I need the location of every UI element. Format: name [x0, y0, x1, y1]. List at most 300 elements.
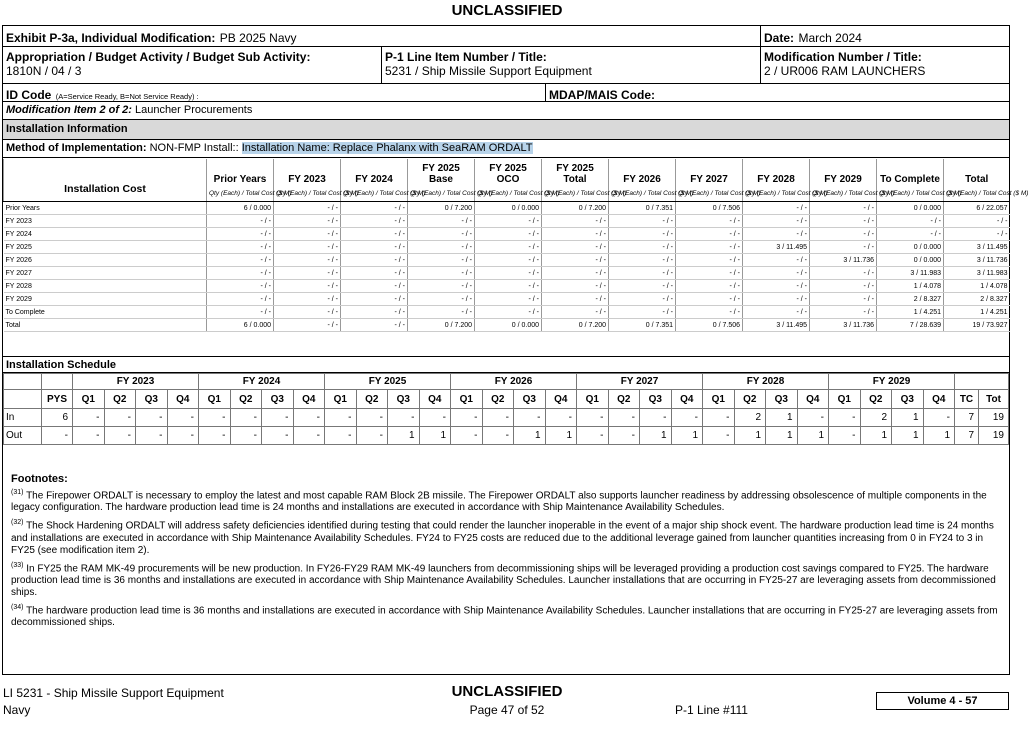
schedule-quarter-header: Q2 [482, 390, 514, 409]
schedule-quarter-header: Q3 [640, 390, 672, 409]
cost-cell: - / - [743, 254, 810, 267]
cost-col-header: FY 2023 [274, 159, 341, 185]
schedule-cell: - [136, 409, 168, 427]
schedule-quarter-header: Q1 [451, 390, 483, 409]
schedule-quarter-row [4, 390, 1009, 409]
cost-cell: - / - [743, 280, 810, 293]
cost-cell: - / - [475, 254, 542, 267]
cost-cell: - / - [207, 241, 274, 254]
schedule-cell: - [829, 427, 861, 445]
cost-cell: - / - [408, 306, 475, 319]
cost-row-label: FY 2025 [4, 241, 207, 254]
schedule-year-header: FY 2029 [829, 374, 955, 390]
schedule-cell: 1 [892, 427, 924, 445]
cost-cell: - / - [810, 280, 877, 293]
cost-cell: - / - [341, 202, 408, 215]
cost-cell: 6 / 0.000 [207, 319, 274, 332]
schedule-pys-spacer [42, 374, 73, 390]
cost-cell: - / - [743, 267, 810, 280]
schedule-cell: - [608, 409, 640, 427]
installation-schedule-table [3, 373, 1009, 445]
cost-col-header: Total [944, 159, 1010, 185]
cost-cell: 19 / 73.927 [944, 319, 1010, 332]
footer-li: LI 5231 - Ship Missile Support Equipment [3, 686, 224, 700]
cost-cell: - / - [609, 228, 676, 241]
schedule-tot-header: Tot [979, 390, 1009, 409]
cost-cell: - / - [274, 293, 341, 306]
appropriation-row [3, 47, 1009, 84]
footnote-text: In FY25 the RAM MK-49 procurements will be new production. In FY26-FY29 RAM MK-49 launchers from decommissioning ships will be leveraged providing a production cost savings compared to FY25. The hardware production lead time is 36 months and installations are executed in accordance with Ship Maintenance Availability Schedules. Launcher installations that are occurring in FY25-27 are leveraging assets from decommissioned ships. [11, 562, 996, 598]
cost-subheader: Qty (Each) / Total Cost ($ M) [676, 185, 743, 202]
cost-cell: - / - [207, 306, 274, 319]
footnote-text: The hardware production lead time is 36 months and installations are executed in accordance with Ship Maintenance Availability Schedules. Launcher installations that are occurring in FY25-27 are leveraging assets from decommissioned ships. [11, 605, 998, 629]
schedule-quarter-header: Q4 [293, 390, 325, 409]
cost-cell: - / - [676, 293, 743, 306]
schedule-cell: - [42, 427, 73, 445]
cost-row [4, 280, 1010, 293]
cost-subheader: Qty (Each) / Total Cost ($ M) [877, 185, 944, 202]
cost-cell: - / - [810, 267, 877, 280]
cost-row [4, 267, 1010, 280]
cost-cell: - / - [475, 228, 542, 241]
schedule-cell: - [293, 409, 325, 427]
schedule-cell: - [577, 427, 609, 445]
schedule-quarter-header: Q2 [734, 390, 766, 409]
cost-row [4, 202, 1010, 215]
cost-header-row [4, 159, 1010, 185]
mod-label: Modification Number / Title: [764, 50, 922, 64]
cost-cell: - / - [542, 306, 609, 319]
schedule-cell: - [451, 427, 483, 445]
cost-col-header: Prior Years [207, 159, 274, 185]
cost-cell: - / - [408, 280, 475, 293]
method-row [3, 140, 1009, 158]
cost-cell: 1 / 4.078 [944, 280, 1010, 293]
schedule-quarter-header: Q4 [419, 390, 451, 409]
cost-cell: 0 / 7.506 [676, 202, 743, 215]
schedule-cell: 7 [955, 409, 979, 427]
footer-volume: Volume 4 - 57 [876, 692, 1009, 710]
cost-col-header: FY 2025 Total [542, 159, 609, 185]
cost-cell: 0 / 7.351 [609, 202, 676, 215]
cost-cell: 0 / 0.000 [877, 202, 944, 215]
cost-cell: - / - [542, 241, 609, 254]
footnotes-list [11, 487, 1001, 632]
cost-col-header: FY 2028 [743, 159, 810, 185]
cost-cell: 0 / 7.200 [408, 319, 475, 332]
cost-col-header: FY 2025 Base [408, 159, 475, 185]
idcode-label: ID Code [6, 88, 52, 102]
schedule-quarter-header: Q1 [703, 390, 735, 409]
schedule-cell: - [356, 427, 388, 445]
footnote [11, 560, 1001, 599]
cost-cell: - / - [341, 280, 408, 293]
schedule-quarter-header: Q4 [797, 390, 829, 409]
schedule-quarter-header: Q1 [325, 390, 357, 409]
exhibit-row [3, 26, 1009, 47]
cost-row [4, 293, 1010, 306]
footnote-number: (33) [11, 561, 24, 569]
schedule-row [4, 409, 1009, 427]
cost-cell: 1 / 4.251 [944, 306, 1010, 319]
cost-row [4, 319, 1010, 332]
cost-subheader: Qty (Each) / Total Cost ($ M) [542, 185, 609, 202]
schedule-cell: - [199, 409, 231, 427]
schedule-cell: - [73, 409, 105, 427]
cost-cell: - / - [475, 280, 542, 293]
cost-cell: - / - [743, 306, 810, 319]
mod-item-value: Launcher Procurements [134, 104, 253, 116]
cost-cell: - / - [408, 215, 475, 228]
cost-cell: 2 / 8.327 [877, 293, 944, 306]
cost-cell: - / - [542, 280, 609, 293]
schedule-title: Installation Schedule [6, 359, 117, 371]
method-label: Method of Implementation: [6, 142, 147, 154]
schedule-cell: - [451, 409, 483, 427]
cost-cell: - / - [542, 228, 609, 241]
cost-row-label: To Complete [4, 306, 207, 319]
exhibit-frame [2, 25, 1028, 675]
cost-cell: - / - [810, 306, 877, 319]
schedule-cell: - [703, 427, 735, 445]
cost-row-label: FY 2023 [4, 215, 207, 228]
cost-cell: 3 / 11.495 [944, 241, 1010, 254]
schedule-year-header: FY 2027 [577, 374, 703, 390]
mdap-label: MDAP/MAIS Code: [549, 88, 655, 102]
schedule-cell: - [388, 409, 420, 427]
cost-subheader: Qty (Each) / Total Cost ($ M) [609, 185, 676, 202]
classification-bottom: UNCLASSIFIED [451, 683, 563, 700]
cost-cell: 2 / 8.327 [944, 293, 1010, 306]
cost-cell: - / - [877, 215, 944, 228]
schedule-cell: - [325, 427, 357, 445]
cost-subheader: Qty (Each) / Total Cost ($ M) [475, 185, 542, 202]
cost-cell: - / - [274, 306, 341, 319]
cost-row [4, 254, 1010, 267]
cost-cell: 0 / 7.200 [408, 202, 475, 215]
schedule-year-header: FY 2025 [325, 374, 451, 390]
schedule-quarter-header: Q2 [356, 390, 388, 409]
schedule-cell: - [199, 427, 231, 445]
cost-cell: - / - [408, 254, 475, 267]
cost-cell: - / - [609, 254, 676, 267]
schedule-pys-header: PYS [42, 390, 73, 409]
cost-subheader: Qty (Each) / Total Cost ($ M) [207, 185, 274, 202]
cost-cell: - / - [341, 306, 408, 319]
exhibit-label: Exhibit P-3a, Individual Modification: [6, 31, 216, 45]
cost-cell: - / - [408, 228, 475, 241]
cost-cell: - / - [542, 293, 609, 306]
cost-cell: - / - [542, 254, 609, 267]
cost-cell: - / - [944, 215, 1010, 228]
schedule-quarter-header: Q3 [514, 390, 546, 409]
schedule-quarter-header: Q1 [829, 390, 861, 409]
schedule-cell: - [923, 409, 955, 427]
cost-cell: - / - [609, 267, 676, 280]
schedule-year-header: FY 2024 [199, 374, 325, 390]
cost-cell: - / - [542, 267, 609, 280]
schedule-cell: - [262, 409, 294, 427]
cost-row-label: FY 2024 [4, 228, 207, 241]
cost-col-header: FY 2026 [609, 159, 676, 185]
cost-cell: - / - [676, 241, 743, 254]
schedule-quarter-header: Q4 [923, 390, 955, 409]
cost-cell: - / - [207, 267, 274, 280]
cost-col-header: FY 2029 [810, 159, 877, 185]
cost-subheader: Qty (Each) / Total Cost ($ M) [810, 185, 877, 202]
schedule-row [4, 427, 1009, 445]
schedule-tc-header: TC [955, 390, 979, 409]
footer-page: Page 47 of 52 [469, 703, 545, 717]
footer-p1-line: P-1 Line #111 [675, 703, 748, 717]
cost-cell: - / - [207, 254, 274, 267]
cost-row-label: FY 2026 [4, 254, 207, 267]
schedule-cell: 1 [545, 427, 577, 445]
cost-subheader: Qty (Each) / Total Cost ($ M) [341, 185, 408, 202]
schedule-cell: 1 [892, 409, 924, 427]
mod-item-row [3, 102, 1009, 120]
schedule-quarter-header: Q3 [136, 390, 168, 409]
cost-cell: - / - [542, 215, 609, 228]
schedule-cell: - [136, 427, 168, 445]
schedule-year-header: FY 2023 [73, 374, 199, 390]
cost-cell: - / - [341, 254, 408, 267]
cost-subheader: Qty (Each) / Total Cost ($ M) [944, 185, 1010, 202]
schedule-row-label: In [4, 409, 42, 427]
method-value: NON-FMP Install:: [149, 142, 239, 154]
schedule-cell: 19 [979, 427, 1009, 445]
appropriation-label: Appropriation / Budget Activity / Budget Sub Activity: [6, 50, 311, 64]
schedule-cell: 1 [923, 427, 955, 445]
cost-cell: - / - [274, 319, 341, 332]
cost-cell: 0 / 0.000 [475, 202, 542, 215]
schedule-cell: 1 [388, 427, 420, 445]
schedule-cell: - [73, 427, 105, 445]
cost-col-header: FY 2025 OCO [475, 159, 542, 185]
cost-cell: 1 / 4.251 [877, 306, 944, 319]
schedule-quarter-header: Q4 [545, 390, 577, 409]
date-label: Date: [764, 31, 795, 45]
appropriation-value: 1810N / 04 / 3 [6, 64, 82, 78]
schedule-cell: - [640, 409, 672, 427]
cost-subheader: Qty (Each) / Total Cost ($ M) [408, 185, 475, 202]
installation-name: Installation Name: Replace Phalanx with SeaRAM ORDALT [241, 142, 533, 154]
cost-cell: - / - [274, 215, 341, 228]
cost-cell: - / - [810, 202, 877, 215]
cost-cell: - / - [810, 241, 877, 254]
cost-cell: - / - [341, 215, 408, 228]
schedule-quarter-header: Q2 [104, 390, 136, 409]
cost-row [4, 306, 1010, 319]
installation-cost-table [3, 159, 1028, 332]
schedule-cell: - [230, 409, 262, 427]
cost-cell: 3 / 11.736 [810, 254, 877, 267]
schedule-cell: - [293, 427, 325, 445]
schedule-quarter-header: Q4 [167, 390, 199, 409]
schedule-cell: - [104, 427, 136, 445]
mod-item-label: Modification Item 2 of 2: [6, 104, 132, 116]
schedule-cell: - [608, 427, 640, 445]
cost-subheader: Qty (Each) / Total Cost ($ M) [274, 185, 341, 202]
install-info-title: Installation Information [6, 123, 128, 135]
schedule-row-label: Out [4, 427, 42, 445]
schedule-cell: 2 [734, 409, 766, 427]
cost-cell: - / - [274, 228, 341, 241]
footnote [11, 487, 1001, 514]
schedule-cell: 1 [671, 427, 703, 445]
cost-cell: 3 / 11.495 [743, 241, 810, 254]
cost-subheader: Qty (Each) / Total Cost ($ M) [743, 185, 810, 202]
cost-row-label: FY 2029 [4, 293, 207, 306]
schedule-cell: 1 [797, 427, 829, 445]
cost-cell: - / - [207, 293, 274, 306]
cost-row [4, 215, 1010, 228]
schedule-cell: 2 [860, 409, 892, 427]
schedule-cell: 1 [766, 427, 798, 445]
schedule-cell: - [577, 409, 609, 427]
cost-row [4, 228, 1010, 241]
schedule-cell: 6 [42, 409, 73, 427]
cost-cell: - / - [341, 228, 408, 241]
cost-cell: - / - [341, 293, 408, 306]
footnote-number: (31) [11, 489, 24, 496]
schedule-year-header: FY 2028 [703, 374, 829, 390]
schedule-year-row [4, 374, 1009, 390]
exhibit-value: PB 2025 Navy [219, 31, 297, 45]
cost-row-label: Prior Years [4, 202, 207, 215]
cost-cell: - / - [341, 319, 408, 332]
schedule-quarter-header: Q2 [608, 390, 640, 409]
cost-cell: - / - [207, 228, 274, 241]
cost-cell: 0 / 7.351 [609, 319, 676, 332]
cost-cell: 0 / 7.506 [676, 319, 743, 332]
idcode-note: (A=Service Ready, B=Not Service Ready) : [55, 92, 199, 101]
schedule-cell: - [325, 409, 357, 427]
schedule-cell: - [167, 409, 199, 427]
cost-cell: 0 / 0.000 [877, 241, 944, 254]
cost-cell: 3 / 11.495 [743, 319, 810, 332]
cost-cell: 3 / 11.736 [810, 319, 877, 332]
cost-cell: - / - [475, 293, 542, 306]
schedule-cell: - [671, 409, 703, 427]
cost-cell: - / - [274, 254, 341, 267]
schedule-quarter-header: Q3 [262, 390, 294, 409]
schedule-cell: 1 [766, 409, 798, 427]
schedule-corner [4, 374, 42, 390]
date-value: March 2024 [798, 31, 862, 45]
cost-cell: - / - [676, 215, 743, 228]
cost-cell: - / - [609, 215, 676, 228]
schedule-quarter-header: Q1 [73, 390, 105, 409]
schedule-cell: 19 [979, 409, 1009, 427]
cost-cell: 0 / 0.000 [475, 319, 542, 332]
cost-cell: - / - [274, 267, 341, 280]
cost-row [4, 241, 1010, 254]
cost-cell: - / - [207, 280, 274, 293]
cost-cell: - / - [475, 241, 542, 254]
schedule-label-spacer [4, 390, 42, 409]
footnote [11, 517, 1001, 556]
cost-cell: - / - [877, 228, 944, 241]
schedule-cell: - [545, 409, 577, 427]
cost-cell: - / - [408, 241, 475, 254]
cost-col-header: FY 2024 [341, 159, 408, 185]
cost-cell: - / - [743, 202, 810, 215]
schedule-cell: - [167, 427, 199, 445]
schedule-cell: 1 [734, 427, 766, 445]
cost-cell: - / - [609, 241, 676, 254]
install-info-row [3, 120, 1009, 140]
schedule-cell: - [419, 409, 451, 427]
cost-cell: - / - [475, 306, 542, 319]
schedule-year-header: FY 2026 [451, 374, 577, 390]
schedule-cell: - [514, 409, 546, 427]
cost-cell: - / - [475, 215, 542, 228]
cost-cell: - / - [274, 241, 341, 254]
schedule-quarter-header: Q3 [766, 390, 798, 409]
footnote [11, 602, 1001, 629]
cost-cell: 3 / 11.736 [944, 254, 1010, 267]
schedule-cell: - [797, 409, 829, 427]
cost-cell: 7 / 28.639 [877, 319, 944, 332]
cost-cell: - / - [676, 267, 743, 280]
schedule-quarter-header: Q3 [388, 390, 420, 409]
schedule-cell: - [482, 409, 514, 427]
cost-cell: - / - [810, 228, 877, 241]
cost-cell: - / - [341, 241, 408, 254]
schedule-cell: - [829, 409, 861, 427]
cost-cell: - / - [341, 267, 408, 280]
cost-row-label: FY 2027 [4, 267, 207, 280]
schedule-quarter-header: Q1 [577, 390, 609, 409]
schedule-cell: 1 [514, 427, 546, 445]
cost-cell: - / - [810, 293, 877, 306]
cost-cell: - / - [743, 228, 810, 241]
footer-service: Navy [3, 703, 31, 717]
cost-cell: - / - [274, 280, 341, 293]
cost-cell: 1 / 4.078 [877, 280, 944, 293]
schedule-title-row [3, 356, 1009, 373]
footnote-text: The Firepower ORDALT is necessary to employ the latest and most capable RAM Block 2B missile. The Firepower ORDALT also supports launcher readiness by addressing obsolescence of multiple components in the legacy configuration. The hardware production lead time is 24 months and installations are executed in accordance with Ship Maintenance Availability Schedules. [11, 490, 987, 514]
cost-cell: - / - [475, 267, 542, 280]
cost-col-header: FY 2027 [676, 159, 743, 185]
cost-cell: - / - [676, 228, 743, 241]
schedule-cell: - [104, 409, 136, 427]
cost-cell: - / - [408, 293, 475, 306]
cost-cell: - / - [274, 202, 341, 215]
cost-cell: 0 / 7.200 [542, 202, 609, 215]
schedule-cell: - [703, 409, 735, 427]
cost-row-header: Installation Cost [4, 159, 207, 202]
cost-cell: - / - [944, 228, 1010, 241]
cost-row-label: Total [4, 319, 207, 332]
cost-cell: - / - [810, 215, 877, 228]
cost-cell: - / - [676, 254, 743, 267]
schedule-cell: - [262, 427, 294, 445]
cost-cell: - / - [743, 293, 810, 306]
footnote-text: The Shock Hardening ORDALT will address safety deficiencies identified during testing that could render the launcher inoperable in the event of a major ship shock event. The hardware production lead time is 24 months and installations are executed in accordance with Ship Maintenance Availability Schedules. FY24 to FY25 costs are reduced due to the additional leverage gained from launcher quantities increasing from 0 in FY24 to 3 in FY25 (see modification item 2). [11, 520, 994, 556]
schedule-cell: 1 [860, 427, 892, 445]
idcode-row [3, 84, 1009, 102]
schedule-cell: 1 [419, 427, 451, 445]
schedule-cell: 1 [640, 427, 672, 445]
schedule-cell: 7 [955, 427, 979, 445]
cost-cell: - / - [609, 306, 676, 319]
mod-value: 2 / UR006 RAM LAUNCHERS [764, 64, 926, 78]
p1-value: 5231 / Ship Missile Support Equipment [385, 64, 592, 78]
schedule-cell: - [482, 427, 514, 445]
cost-cell: - / - [207, 215, 274, 228]
